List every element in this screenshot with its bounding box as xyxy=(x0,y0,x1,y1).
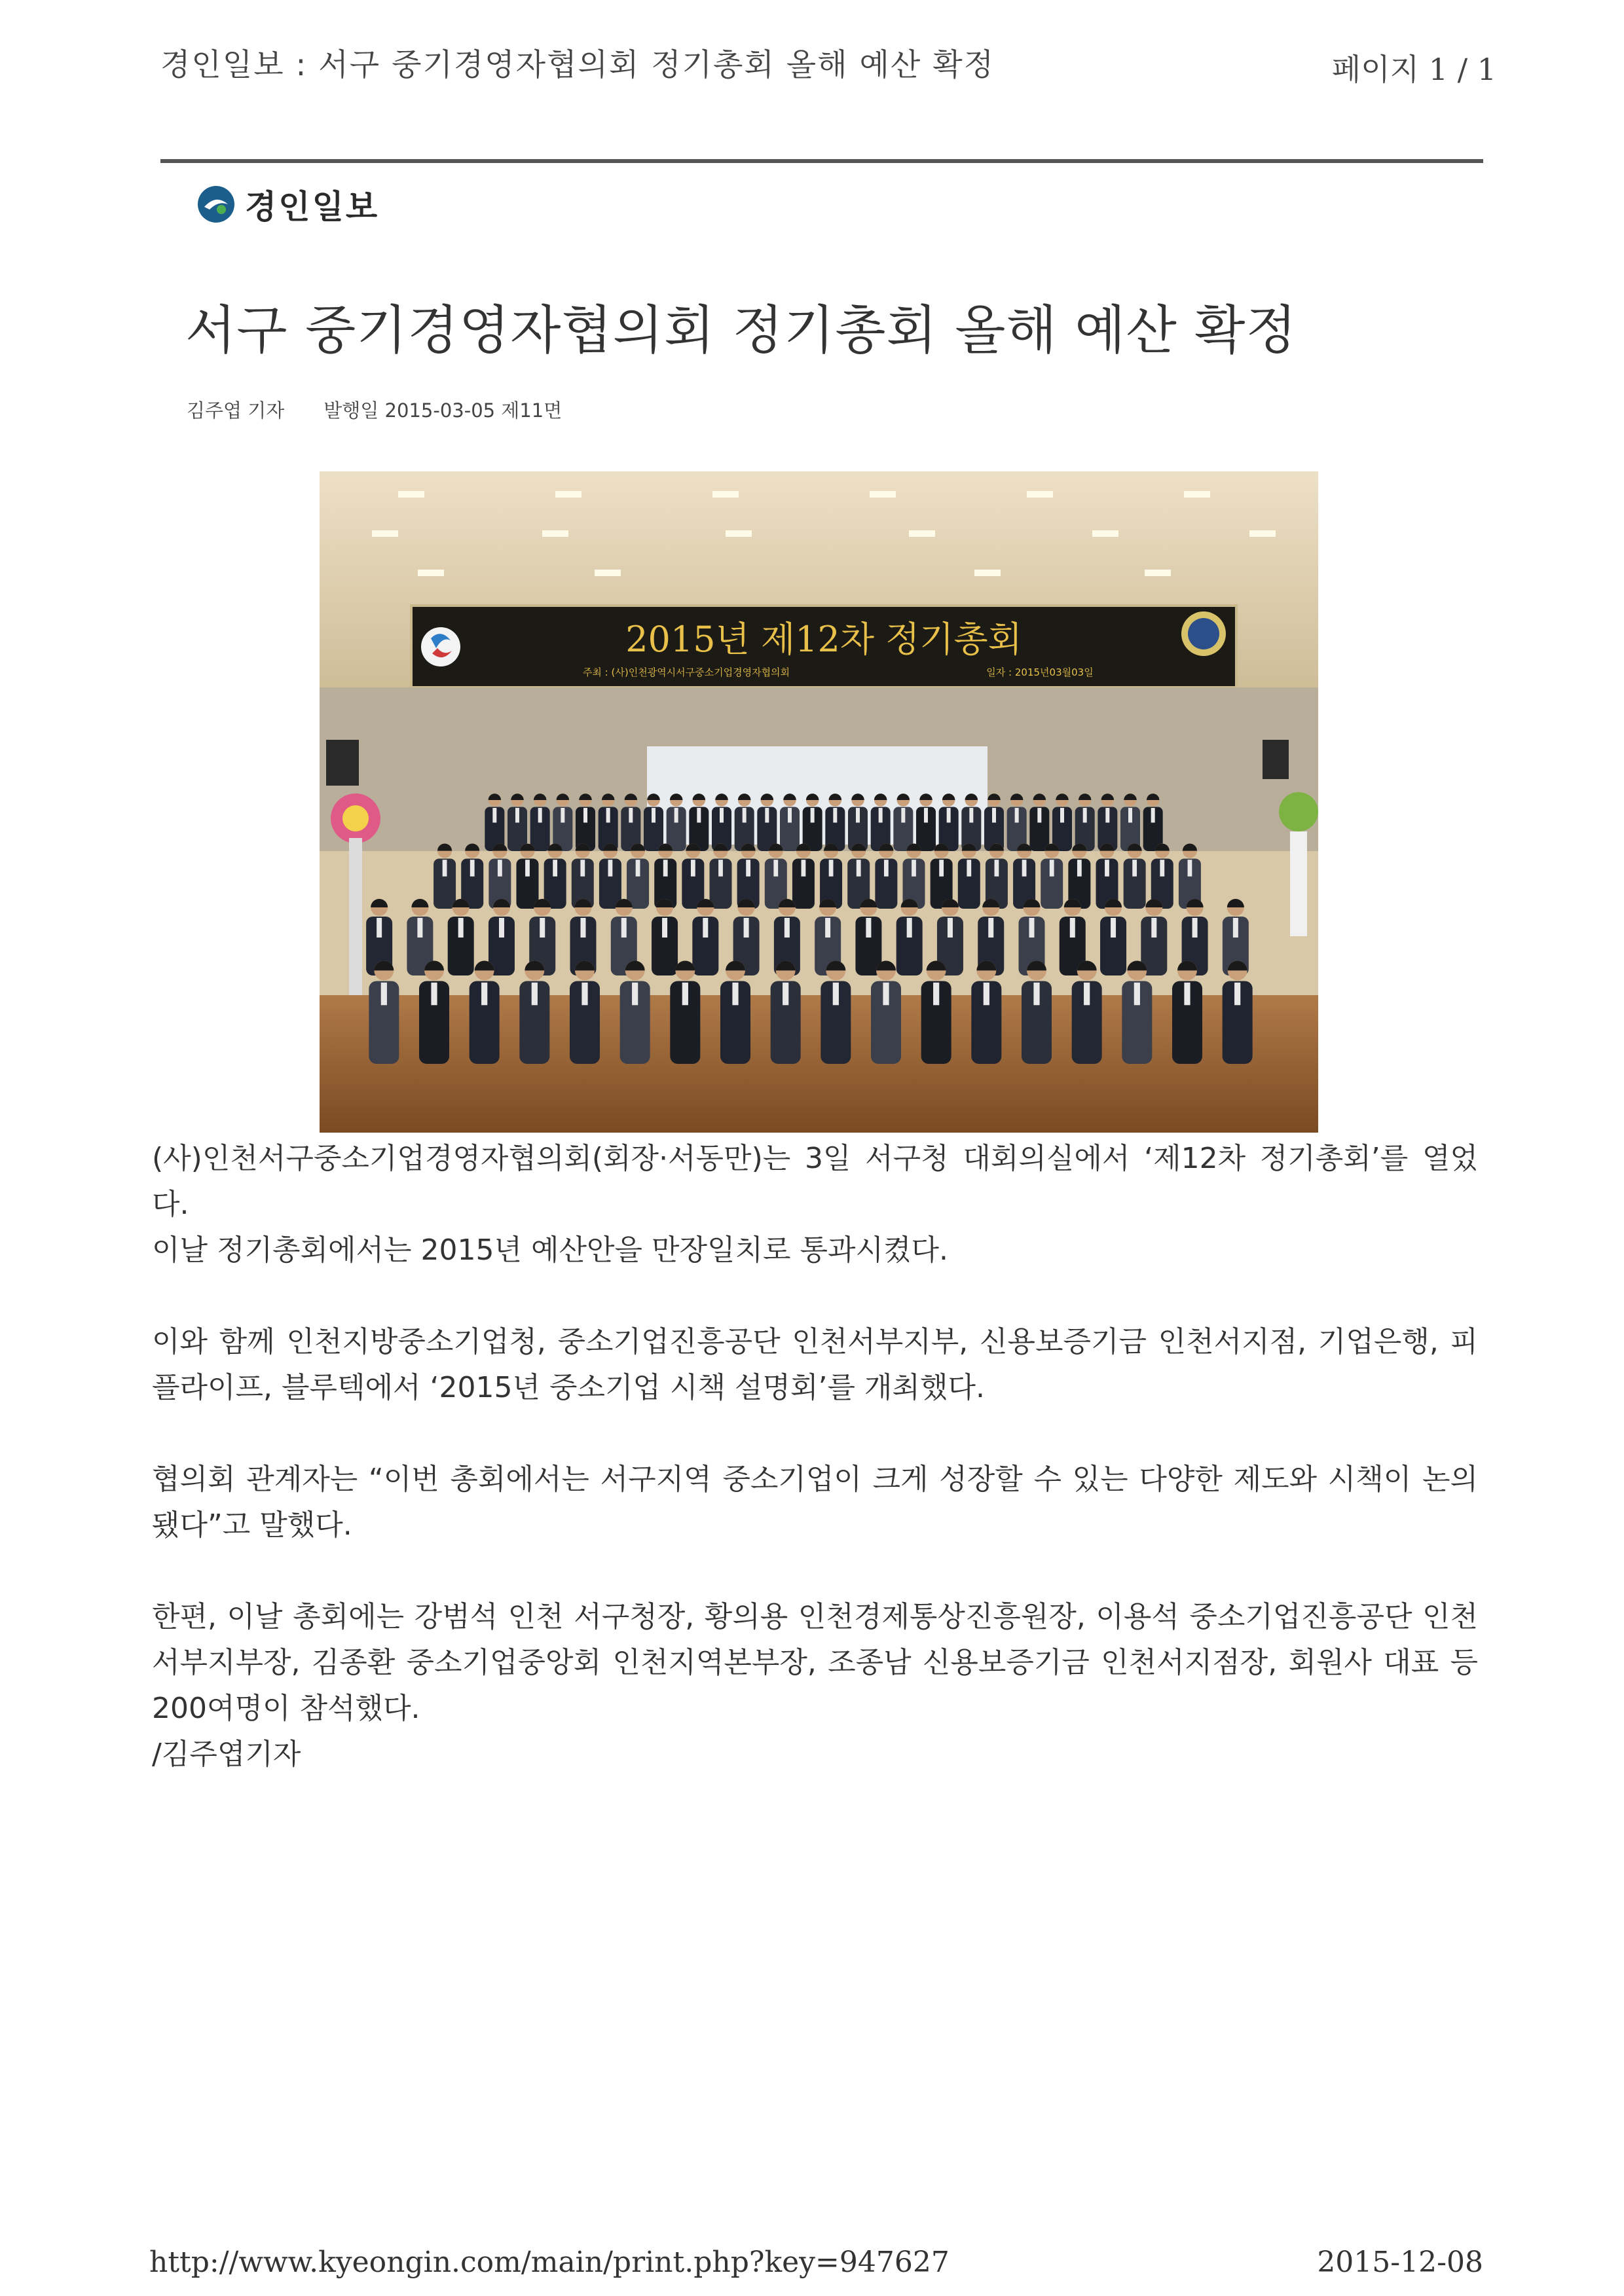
print-header-page-number: 페이지 1 / 1 xyxy=(1331,52,1496,87)
newspaper-logo xyxy=(196,180,379,228)
kyeongin-logo-icon xyxy=(196,185,236,224)
article-signature: /김주엽기자 xyxy=(152,1738,301,1771)
article-paragraph: 협의회 관계자는 “이번 총회에서는 서구지역 중소기업이 크게 성장할 수 있는 다양한 제도와 시책이 논의됐다”고 말했다. xyxy=(152,1463,1478,1542)
article-paragraph: 한편, 이날 총회에는 강범석 인천 서구청장, 황의용 인천경제통상진흥원장, 이용석 중소기업진흥공단 인천서부지부장, 김종환 중소기업중앙회 인천지역본부장, 조종남 신용보증기금 인천서지점장, 회원사 대표 등 200여명이 참석했다. xyxy=(152,1600,1478,1725)
reporter-name: 김주엽 기자 xyxy=(187,399,285,422)
group-photo xyxy=(320,471,1318,1133)
logo-text: 경인일보 xyxy=(245,188,380,226)
article-paragraph: (사)인천서구중소기업경영자협의회(회장·서동만)는 3일 서구청 대회의실에서 ‘제12차 정기총회’를 열었다. xyxy=(152,1142,1478,1221)
banner-title: 2015년 제12차 정기총회 xyxy=(625,619,1022,660)
banner-left-logo-icon xyxy=(421,627,460,666)
article-title: 서구 중기경영자협의회 정기총회 올해 예산 확정 xyxy=(185,300,1297,361)
article-paragraph: 이날 정기총회에서는 2015년 예산안을 만장일치로 통과시켰다. xyxy=(152,1233,948,1267)
banner-right-emblem-icon xyxy=(1181,611,1226,656)
publish-info: 발행일 2015-03-05 제11면 xyxy=(323,399,563,422)
header-divider xyxy=(160,159,1483,163)
article-photo xyxy=(320,471,1318,1133)
article-body xyxy=(152,1136,1478,1777)
article-paragraph: 이와 함께 인천지방중소기업청, 중소기업진흥공단 인천서부지부, 신용보증기금 인천서지점, 기업은행, 피플라이프, 블루텍에서 ‘2015년 중소기업 시책 설명회’를 개최했다. xyxy=(152,1325,1478,1404)
byline xyxy=(187,396,562,423)
print-footer-url: http://www.kyeongin.com/main/print.php?key=947627 xyxy=(149,2246,950,2279)
banner-host: 주최 : (사)인천광역시서구중소기업경영자협의회 xyxy=(582,666,790,678)
print-header-title: 경인일보 : 서구 중기경영자협의회 정기총회 올해 예산 확정 xyxy=(160,47,995,83)
banner-date: 일자 : 2015년03월03일 xyxy=(986,666,1094,678)
print-footer-date: 2015-12-08 xyxy=(1317,2246,1483,2279)
